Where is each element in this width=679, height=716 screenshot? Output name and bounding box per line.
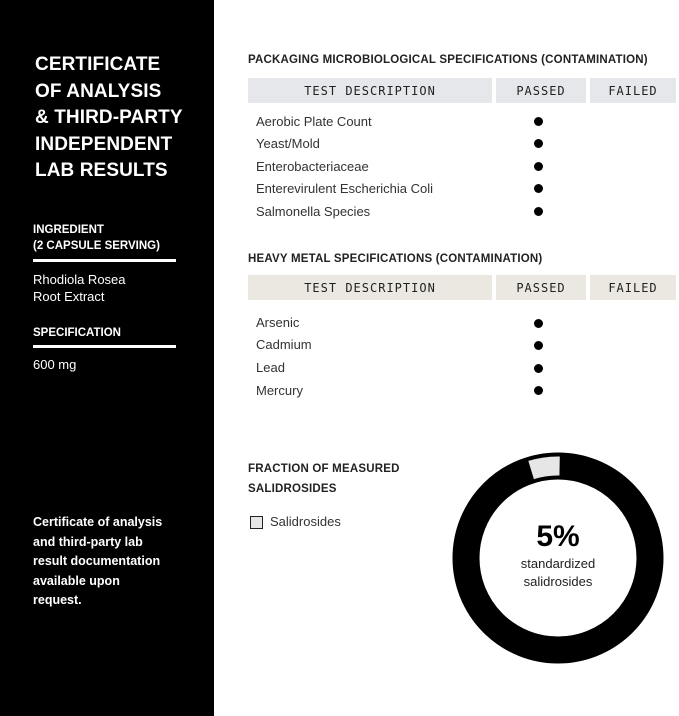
micro-row-label: Aerobic Plate Count — [256, 114, 372, 129]
passed-dot — [534, 117, 543, 126]
microbiological-title: PACKAGING MICROBIOLOGICAL SPECIFICATIONS (CONTAMINATION) — [248, 54, 648, 66]
donut-percent-label: 5% — [536, 520, 580, 553]
metal-header-passed: PASSED — [496, 275, 586, 300]
passed-dot — [534, 341, 543, 350]
sidebar — [0, 0, 214, 716]
metal-header-description: TEST DESCRIPTION — [248, 275, 492, 300]
ingredient-divider — [33, 259, 176, 262]
metal-row-label: Mercury — [256, 383, 303, 398]
micro-header-description: TEST DESCRIPTION — [248, 78, 492, 103]
legend-label-salidrosides: Salidrosides — [270, 514, 341, 529]
certificate-title: CERTIFICATE OF ANALYSIS & THIRD-PARTY INDEPENDENT LAB RESULTS — [35, 54, 183, 181]
passed-dot — [534, 386, 543, 395]
passed-dot — [534, 364, 543, 373]
donut-subtitle-line-2: salidrosides — [523, 574, 593, 589]
specification-value: 600 mg — [33, 357, 77, 372]
micro-header-failed: FAILED — [590, 78, 676, 103]
metal-row-label: Cadmium — [256, 337, 312, 352]
passed-dot — [534, 139, 543, 148]
passed-dot — [534, 184, 543, 193]
micro-row-label: Yeast/Mold — [256, 136, 320, 151]
metal-row-label: Arsenic — [256, 315, 300, 330]
metal-header-failed: FAILED — [590, 275, 676, 300]
heavy-metal-title: HEAVY METAL SPECIFICATIONS (CONTAMINATION) — [248, 253, 543, 265]
metal-row-label: Lead — [256, 360, 285, 375]
fraction-title-line-2: SALIDROSIDES — [248, 483, 337, 495]
availability-note: Certificate of analysis and third-party lab result documentation available upon request. — [33, 515, 163, 607]
micro-row-label: Salmonella Species — [256, 204, 371, 219]
passed-dot — [534, 162, 543, 171]
passed-dot — [534, 207, 543, 216]
donut-segment-salidrosides — [531, 466, 560, 470]
legend-swatch-salidrosides — [250, 516, 263, 529]
micro-header-passed: PASSED — [496, 78, 586, 103]
ingredient-value: Rhodiola Rosea Root Extract — [33, 272, 126, 304]
passed-dot — [534, 319, 543, 328]
specification-divider — [33, 345, 176, 348]
ingredient-label: INGREDIENT (2 CAPSULE SERVING) — [33, 224, 160, 252]
donut-subtitle-line-1: standardized — [520, 556, 596, 571]
specification-label: SPECIFICATION — [33, 327, 121, 339]
micro-row-label: Enterevirulent Escherichia Coli — [256, 181, 434, 196]
micro-row-label: Enterobacteriaceae — [256, 159, 369, 174]
fraction-title-line-1: FRACTION OF MEASURED — [248, 463, 400, 475]
